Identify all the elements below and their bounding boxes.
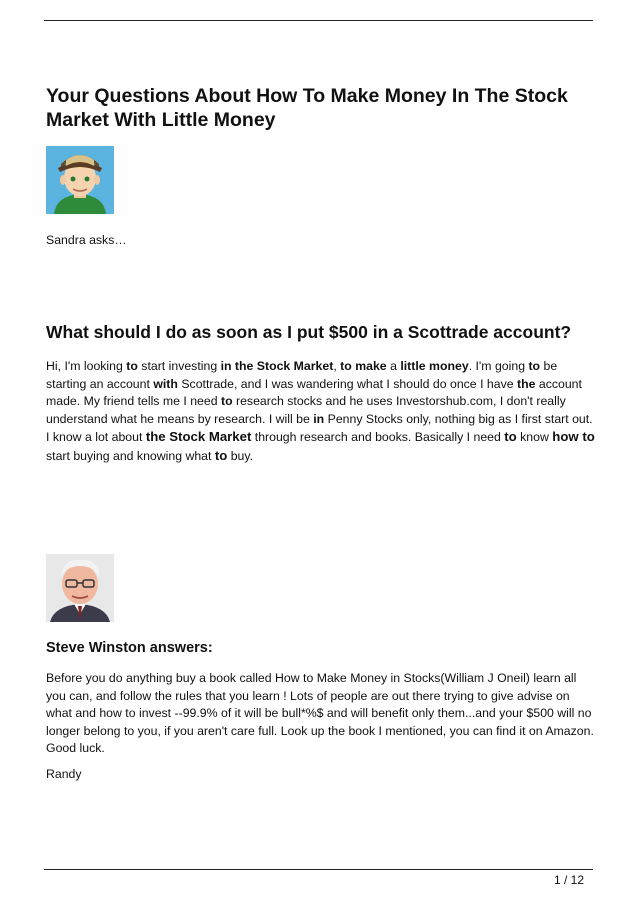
steve-avatar-icon xyxy=(46,554,114,622)
question-text-run: research stocks and he uses Investorshub.com, I don't really understand what he means by research. I will be xyxy=(46,394,566,426)
question-text-run: buy. xyxy=(227,448,254,463)
keyword-highlight: in the Stock Market xyxy=(220,359,334,373)
keyword-highlight: how to xyxy=(552,429,595,444)
top-rule xyxy=(44,20,593,21)
question-text-run: Hi, I'm looking xyxy=(46,359,127,373)
keyword-highlight: to xyxy=(126,359,138,373)
question-text-run: start investing xyxy=(137,359,221,373)
question-text-run: Penny Stocks only, nothing big as I first start out. I know a lot about xyxy=(46,411,593,444)
question-text-run: . I'm going xyxy=(468,359,529,373)
keyword-highlight: the Stock Market xyxy=(145,429,252,444)
keyword-highlight: to xyxy=(528,359,541,373)
asker-line: Sandra asks… xyxy=(46,233,127,247)
page-number: 1 / 12 xyxy=(554,873,585,887)
keyword-highlight: little money xyxy=(400,359,469,373)
question-body xyxy=(46,358,596,465)
keyword-highlight: the xyxy=(516,376,536,391)
answer-body: Before you do anything buy a book called How to Make Money in Stocks(William J Oneil) learn all you can, and follow the rules that you learn ! Lots of people are out there trying to give advise on what and how to invest --99.9% of it will be bull*%$ and will benefit only them...and your $500 will no longer belong to you, if you aren't care full. Look up the book I mentioned, you can find it on Amazon. Good luck. xyxy=(46,671,594,755)
question-text-run: a xyxy=(386,359,401,373)
keyword-highlight: with xyxy=(153,376,178,391)
question-text-run: , xyxy=(333,359,341,373)
question-heading: What should I do as soon as I put $500 in a Scottrade account? xyxy=(46,322,572,342)
question-text-run: through research and books. Basically I need xyxy=(251,430,505,444)
keyword-highlight: in xyxy=(313,411,325,426)
page-title: Your Questions About How To Make Money In The Stock Market With Little Money xyxy=(46,85,568,131)
sandra-avatar-icon xyxy=(46,146,114,214)
signoff: Randy xyxy=(46,767,82,781)
keyword-highlight: to xyxy=(504,429,517,444)
keyword-highlight: to make xyxy=(340,359,387,373)
answerer-heading: Steve Winston answers: xyxy=(46,640,213,656)
question-text-run: know xyxy=(516,430,553,444)
question-text-run: be starting an account xyxy=(46,359,558,391)
question-text-run: account made. My friend tells me I need xyxy=(46,376,582,408)
question-text-run: start buying and knowing what xyxy=(46,448,215,463)
keyword-highlight: to xyxy=(214,447,228,463)
keyword-highlight: to xyxy=(220,394,233,408)
question-text-run: Scottrade, and I was wandering what I should do once I have xyxy=(177,376,517,391)
bottom-rule xyxy=(44,869,593,870)
